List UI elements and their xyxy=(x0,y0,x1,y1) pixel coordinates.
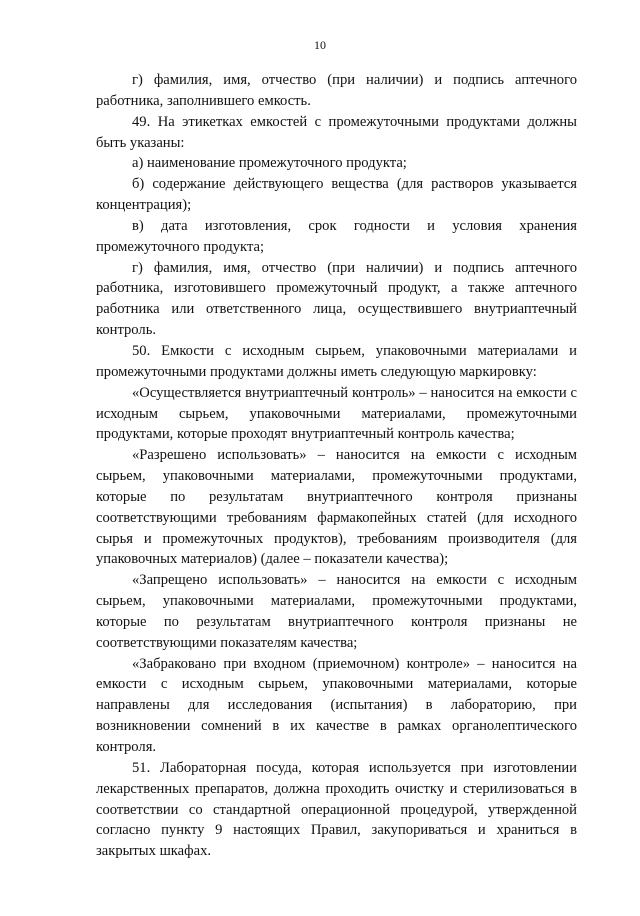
paragraph-49-v: в) дата изготовления, срок годности и условия хранения промежуточного продукта; xyxy=(96,217,577,255)
paragraph-item-50: 50. Емкости с исходным сырьем, упаковочными материалами и промежуточными продуктами должны иметь следующую маркировку: xyxy=(96,342,577,380)
paragraph-49-g: г) фамилия, имя, отчество (при наличии) и подпись аптечного работника, изготовившего промежуточный продукт, а также аптечного работника или ответственного лица, осуществившего внутриаптечный контроль. xyxy=(96,259,577,339)
paragraph-label-control: «Осуществляется внутриаптечный контроль» – наносится на емкости с исходным сырьем, упаковочными материалами, промежуточными продуктами, которые проходят внутриаптечный контроль качества; xyxy=(96,384,577,443)
paragraph-label-allowed: «Разрешено использовать» – наносится на емкости с исходным сырьем, упаковочными материалами, промежуточными продуктами, которые по результатам внутриаптечного контроля признаны соответствующими требованиям фармакопейных статей (для исходного сырья и промежуточных продуктов), требованиям производителя (для упаковочных материалов) (далее – показатели качества); xyxy=(96,447,577,568)
paragraph-49-b: б) содержание действующего вещества (для растворов указывается концентрация); xyxy=(96,176,577,214)
paragraph-label-rejected: «Забраковано при входном (приемочном) контроле» – наносится на емкости с исходным сырьем, упаковочными материалами, которые направлены для исследования (испытания) в лабораторию, при возникновении сомнений в их качестве в рамках органолептического контроля. xyxy=(96,655,577,755)
paragraph-item-49: 49. На этикетках емкостей с промежуточными продуктами должны быть указаны: xyxy=(96,113,577,151)
body-text xyxy=(96,70,577,862)
page-number: 10 xyxy=(314,38,326,52)
paragraph-49-a: а) наименование промежуточного продукта; xyxy=(132,155,407,172)
paragraph-item-51: 51. Лабораторная посуда, которая используется при изготовлении лекарственных препаратов, должна проходить очистку и стерилизоваться в соответствии со стандартной операционной процедурой, утвержденной согласно пункту 9 настоящих Правил, закупориваться и храниться в закрытых шкафах. xyxy=(96,759,577,860)
paragraph-signature-filled: г) фамилия, имя, отчество (при наличии) и подпись аптечного работника, заполнившего емкость. xyxy=(96,72,577,109)
paragraph-label-forbidden: «Запрещено использовать» – наносится на емкости с исходным сырьем, упаковочными материалами, промежуточными продуктами, которые по результатам внутриаптечного контроля признаны не соответствующими показателям качества; xyxy=(96,572,577,651)
